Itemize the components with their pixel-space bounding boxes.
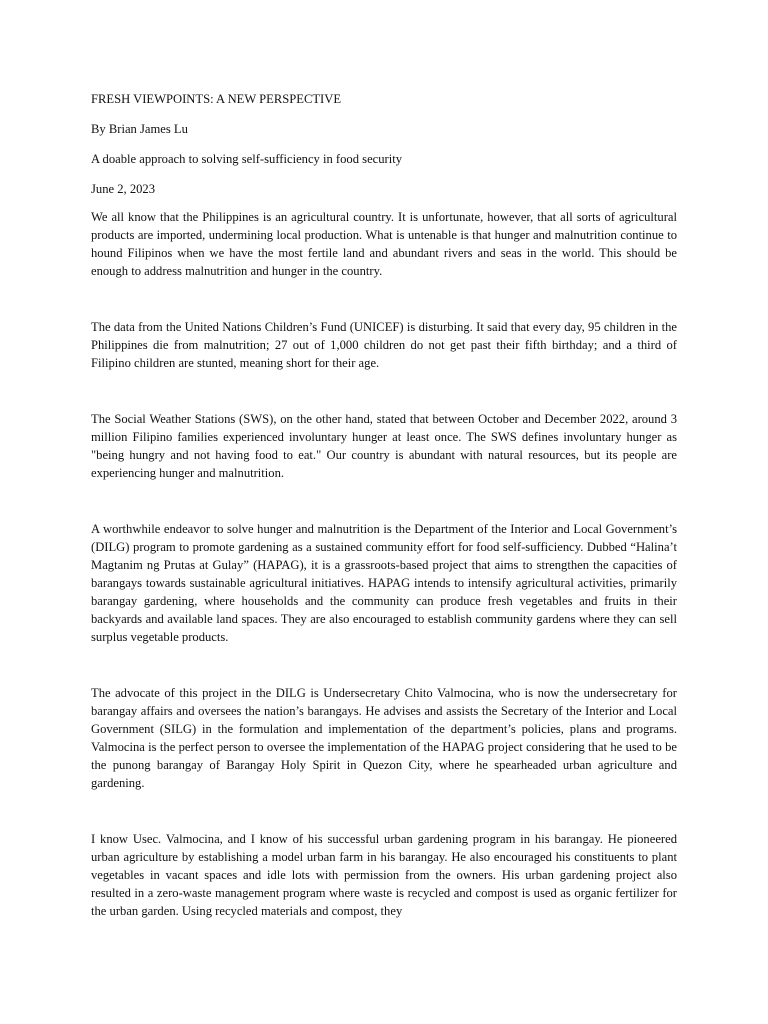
headline: A doable approach to solving self-sufficiency in food security xyxy=(91,152,403,166)
byline: By Brian James Lu xyxy=(91,122,188,136)
paragraph-2: The data from the United Nations Children’s Fund (UNICEF) is disturbing. It said that every day, 95 children in the Philippines die from malnutrition; 27 out of 1,000 children do not get past their fifth birthday; and a third of Filipino children are stunted, meaning short for their age. xyxy=(91,320,677,370)
publish-date: June 2, 2023 xyxy=(91,182,156,196)
article-page xyxy=(91,90,677,920)
paragraph-6: I know Usec. Valmocina, and I know of his successful urban gardening program in his barangay. He pioneered urban agriculture by establishing a model urban farm in his barangay. He also encouraged his constituents to plant vegetables in vacant spaces and idle lots with permission from the owners. His urban gardening project also resulted in a zero-waste management program where waste is recycled and compost is used as organic fertilizer for the urban garden. Using recycled materials and compost, they xyxy=(91,832,677,918)
section-title: FRESH VIEWPOINTS: A NEW PERSPECTIVE xyxy=(91,92,342,106)
paragraph-5: The advocate of this project in the DILG is Undersecretary Chito Valmocina, who is now the undersecretary for barangay affairs and oversees the nation’s barangays. He advises and assists the Secretary of the Interior and Local Government (SILG) in the formulation and implementation of the department’s policies, plans and programs. Valmocina is the perfect person to oversee the implementation of the HAPAG project considering that he used to be the punong barangay of Barangay Holy Spirit in Quezon City, where he spearheaded urban agriculture and gardening. xyxy=(91,686,677,790)
paragraph-4: A worthwhile endeavor to solve hunger and malnutrition is the Department of the Interior and Local Government’s (DILG) program to promote gardening as a sustained community effort for food self-sufficiency. Dubbed “Halina’t Magtanim ng Prutas at Gulay” (HAPAG), it is a grassroots-based project that aims to strengthen the capacities of barangays towards sustainable agricultural initiatives. HAPAG intends to intensify agricultural activities, primarily barangay gardening, where households and the community can produce fresh vegetables and fruits in their backyards and available land spaces. They are also encouraged to establish community gardens where they can sell surplus vegetable products. xyxy=(91,522,677,644)
paragraph-3: The Social Weather Stations (SWS), on the other hand, stated that between October and December 2022, around 3 million Filipino families experienced involuntary hunger at least once. The SWS defines involuntary hunger as "being hungry and not having food to eat." Our country is abundant with natural resources, but its people are experiencing hunger and malnutrition. xyxy=(91,412,677,480)
paragraph-1: We all know that the Philippines is an agricultural country. It is unfortunate, however, that all sorts of agricultural products are imported, undermining local production. What is untenable is that hunger and malnutrition continue to hound Filipinos when we have the most fertile land and abundant rivers and seas in the world. This should be enough to address malnutrition and hunger in the country. xyxy=(91,210,677,278)
